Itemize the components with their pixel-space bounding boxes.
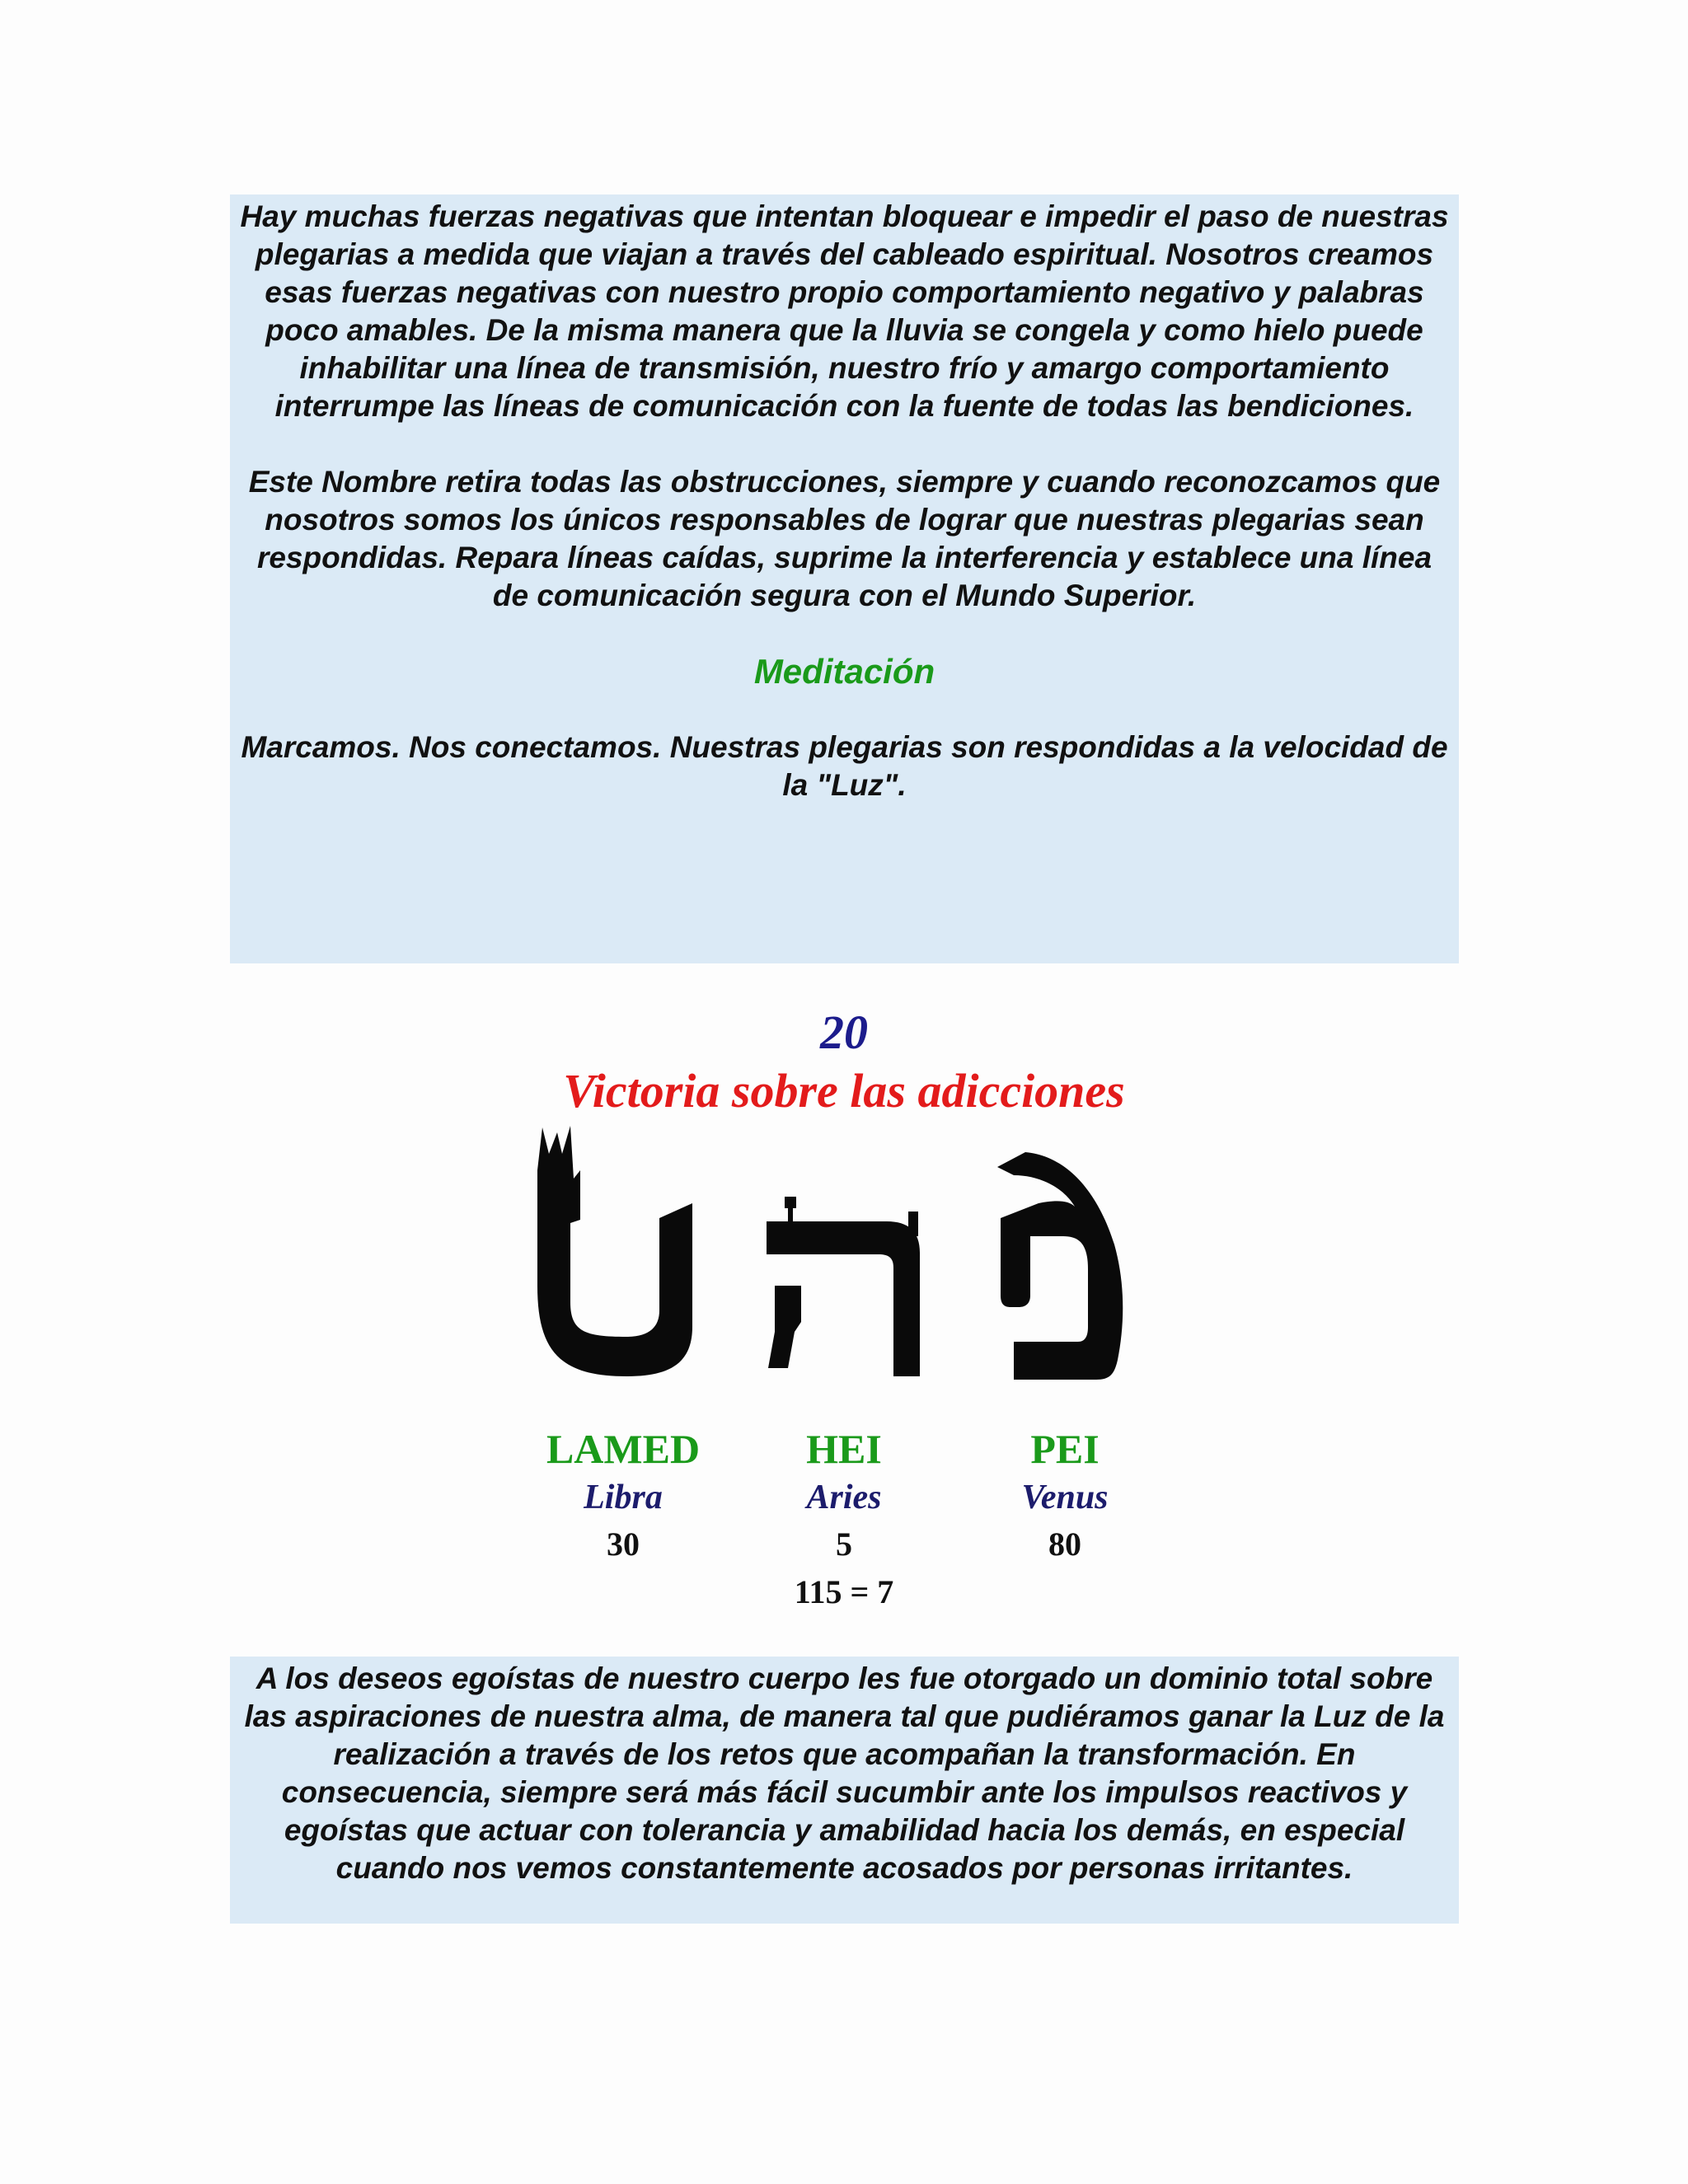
letter-value: 80	[1048, 1526, 1081, 1563]
letter-sign: Venus	[1021, 1479, 1109, 1516]
letter-column-hei	[737, 1424, 951, 1568]
meditation-heading: Meditación	[753, 652, 935, 691]
bottom-text-box	[230, 1657, 1459, 1924]
name-description-paragraph: Este Nombre retira todas las obstrucciones, siempre y cuando reconozcamos que nosotros somos los únicos responsables de lograr que nuestras plegarias sean respondidas. Repara líneas caídas, suprime la interferencia y establece una línea de comunicación segura con el Mundo Superior.	[248, 465, 1441, 612]
letter-name: PEI	[1030, 1426, 1100, 1472]
top-text-box	[230, 194, 1459, 963]
hei-letter-glyph	[767, 1197, 920, 1376]
letter-column-pei	[958, 1424, 1172, 1568]
hebrew-letters-figure	[528, 1121, 1154, 1393]
lamed-letter-glyph	[537, 1126, 692, 1376]
letter-value: 5	[836, 1526, 852, 1563]
meditation-text: Marcamos. Nos conectamos. Nuestras plegarias son respondidas a la velocidad de la "Luz".	[241, 730, 1448, 802]
letter-name: LAMED	[546, 1426, 701, 1472]
gematria-total: 115 = 7	[794, 1573, 894, 1610]
pei-letter-glyph	[997, 1152, 1123, 1380]
letter-sign: Libra	[584, 1479, 663, 1516]
letter-column-lamed	[516, 1424, 730, 1568]
name-number: 20	[820, 1005, 868, 1059]
letter-value: 30	[607, 1526, 640, 1563]
letter-name: HEI	[806, 1426, 882, 1472]
name-explanation-paragraph: A los deseos egoístas de nuestro cuerpo les fue otorgado un dominio total sobre las aspiraciones de nuestra alma, de manera tal que pudiéramos ganar la Luz de la realización a través de los retos que acompañan la transformación. En consecuencia, siempre será más fácil sucumbir ante los impulsos reactivos y egoístas que actuar con tolerancia y amabilidad hacia los demás, en especial cuando nos vemos constantemente acosados por personas irritantes.	[244, 1661, 1445, 1885]
letter-sign: Aries	[806, 1479, 882, 1516]
intro-paragraph: Hay muchas fuerzas negativas que intentan bloquear e impedir el paso de nuestras plegarias a medida que viajan a través del cableado espiritual. Nosotros creamos esas fuerzas negativas con nuestro propio comportamiento negativo y palabras poco amables. De la misma manera que la lluvia se congela y como hielo puede inhabilitar una línea de transmisión, nuestro frío y amargo comportamiento interrumpe las líneas de comunicación con la fuente de todas las bendiciones.	[240, 199, 1449, 423]
name-title: Victoria sobre las adicciones	[563, 1064, 1125, 1118]
